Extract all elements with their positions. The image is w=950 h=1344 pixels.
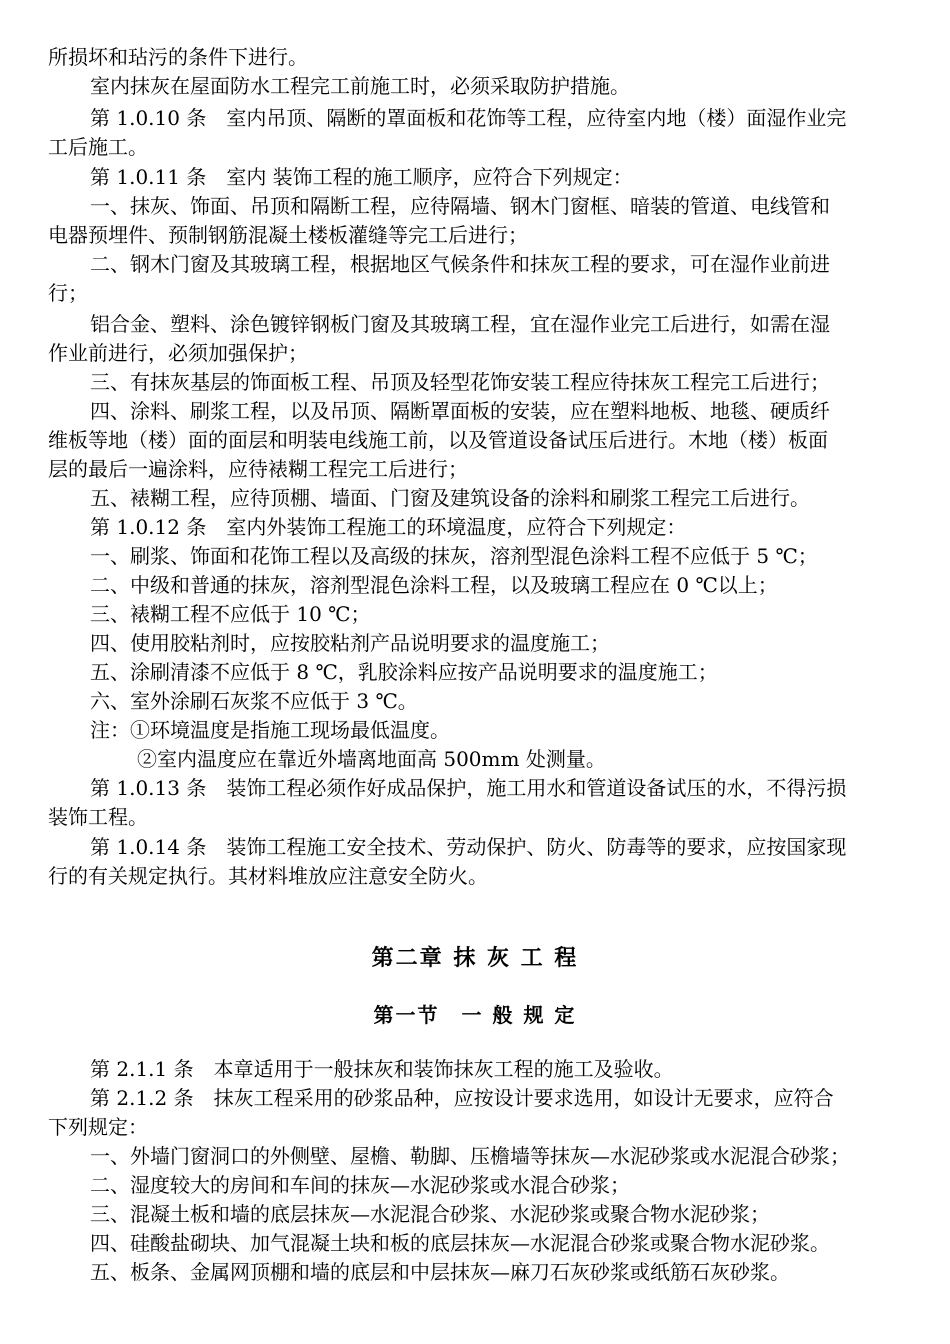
text-line: 四、涂料、刷浆工程，以及吊顶、隔断罩面板的安装，应在塑料地板、地毯、硬质纤 (90, 399, 830, 423)
text-line: 第 1.0.14 条 装饰工程施工安全技术、劳动保护、防火、防毒等的要求，应按国家现 (90, 835, 847, 859)
text-line: 电器预埋件、预制钢筋混凝土楼板灌缝等完工后进行； (48, 223, 528, 247)
text-line: 工后施工。 (48, 135, 148, 159)
text-line: 第 2.1.1 条 本章适用于一般抹灰和装饰抹灰工程的施工及验收。 (90, 1057, 674, 1081)
text-line: 下列规定： (48, 1115, 148, 1139)
chapter-title: 第二章 抹 灰 工 程 (371, 946, 579, 971)
text-line: 维板等地（楼）面的面层和明装电线施工前，以及管道设备试压后进行。木地（楼）板面 (48, 428, 828, 452)
text-line: 行的有关规定执行。其材料堆放应注意安全防火。 (48, 864, 488, 888)
text-line: 一、抹灰、饰面、吊顶和隔断工程，应待隔墙、钢木门窗框、暗装的管道、电线管和 (90, 194, 830, 218)
text-line: 室内抹灰在屋面防水工程完工前施工时，必须采取防护措施。 (90, 74, 630, 98)
text-line: 二、钢木门窗及其玻璃工程，根据地区气候条件和抹灰工程的要求，可在湿作业前进 (90, 252, 830, 276)
text-line: 一、外墙门窗洞口的外侧壁、屋檐、勒脚、压檐墙等抹灰—水泥砂浆或水泥混合砂浆； (90, 1144, 850, 1168)
text-line: 第 1.0.10 条 室内吊顶、隔断的罩面板和花饰等工程，应待室内地（楼）面湿作业完 (90, 106, 847, 130)
text-line: 五、涂刷清漆不应低于 8 ℃，乳胶涂料应按产品说明要求的温度施工； (90, 660, 718, 684)
text-line: 装饰工程。 (48, 805, 148, 829)
text-line: 三、混凝土板和墙的底层抹灰—水泥混合砂浆、水泥砂浆或聚合物水泥砂浆； (90, 1202, 770, 1226)
text-line: 第 1.0.12 条 室内外装饰工程施工的环境温度，应符合下列规定： (90, 515, 687, 539)
text-line: 第 1.0.11 条 室内 装饰工程的施工顺序，应符合下列规定： (90, 165, 633, 189)
text-line: 三、裱糊工程不应低于 10 ℃； (90, 602, 371, 626)
text-line: 第 1.0.13 条 装饰工程必须作好成品保护，施工用水和管道设备试压的水，不得污损 (90, 776, 847, 800)
text-line: 所损坏和玷污的条件下进行。 (48, 45, 308, 69)
section-title: 第一节 一 般 规 定 (373, 1003, 577, 1027)
text-line: 六、室外涂刷石灰浆不应低于 3 ℃。 (90, 689, 418, 713)
text-line: 五、板条、金属网顶棚和墙的底层和中层抹灰—麻刀石灰砂浆或纸筋石灰砂浆。 (90, 1260, 790, 1284)
text-line: 层的最后一遍涂料，应待裱糊工程完工后进行； (48, 457, 468, 481)
text-line: 第 2.1.2 条 抹灰工程采用的砂浆品种，应按设计要求选用，如设计无要求，应符合 (90, 1086, 834, 1110)
text-line: 四、硅酸盐砌块、加气混凝土块和板的底层抹灰—水泥混合砂浆或聚合物水泥砂浆。 (90, 1231, 830, 1255)
note-line: 注：①环境温度是指施工现场最低温度。 (90, 718, 450, 742)
text-line: 行； (48, 281, 88, 305)
text-line: 铝合金、塑料、涂色镀锌钢板门窗及其玻璃工程，宜在湿作业完工后进行，如需在湿 (90, 312, 830, 336)
note-line: ②室内温度应在靠近外墙离地面高 500mm 处测量。 (137, 747, 606, 771)
text-line: 二、湿度较大的房间和车间的抹灰—水泥砂浆或水混合砂浆； (90, 1173, 630, 1197)
text-line: 三、有抹灰基层的饰面板工程、吊顶及轻型花饰安装工程应待抹灰工程完工后进行； (90, 370, 830, 394)
text-line: 四、使用胶粘剂时，应按胶粘剂产品说明要求的温度施工； (90, 631, 610, 655)
text-line: 作业前进行，必须加强保护； (48, 341, 308, 365)
text-line: 一、刷浆、饰面和花饰工程以及高级的抹灰，溶剂型混色涂料工程不应低于 5 ℃； (90, 544, 818, 568)
text-line: 五、裱糊工程，应待顶棚、墙面、门窗及建筑设备的涂料和刷浆工程完工后进行。 (90, 486, 810, 510)
text-line: 二、中级和普通的抹灰，溶剂型混色涂料工程，以及玻璃工程应在 0 ℃以上； (90, 573, 778, 597)
